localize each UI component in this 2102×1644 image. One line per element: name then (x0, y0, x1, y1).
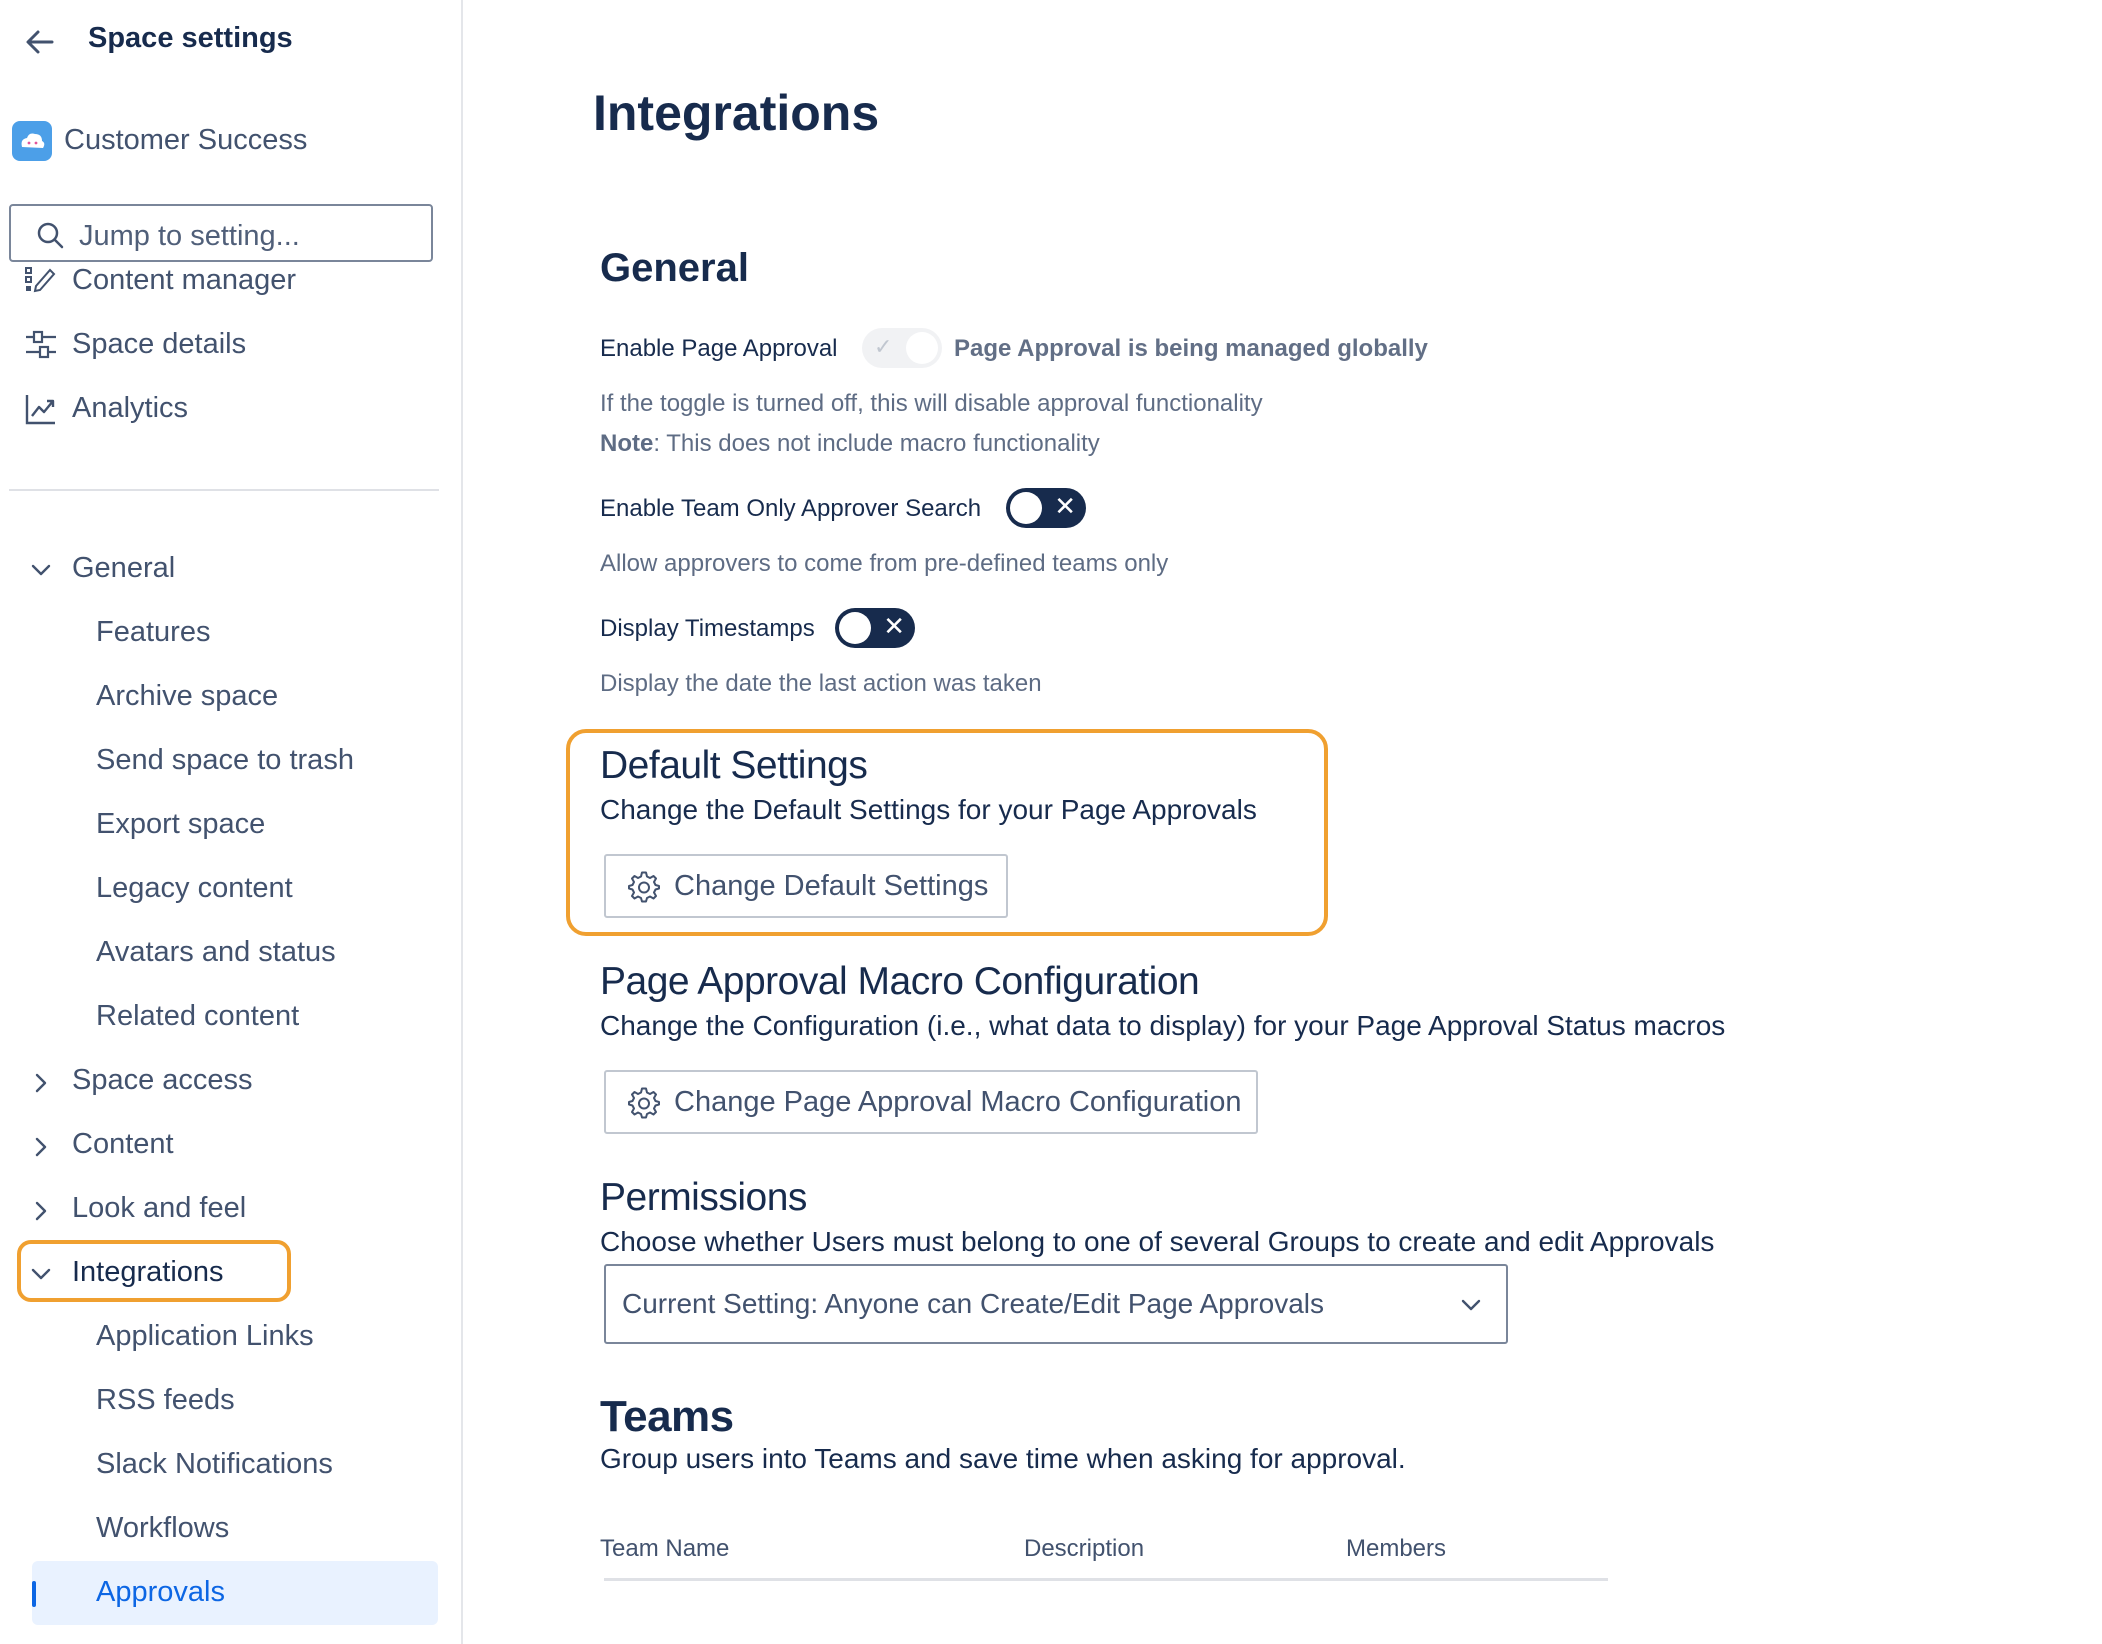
chevron-right-icon[interactable] (28, 1070, 54, 1096)
teams-heading: Teams (600, 1392, 734, 1441)
jump-to-setting-input[interactable] (9, 204, 433, 262)
page-approval-note: Note: This does not include macro functionality (600, 430, 1100, 457)
chevron-down-icon[interactable] (28, 1261, 54, 1287)
sidebar-item-approvals-selected[interactable] (32, 1561, 438, 1625)
sidebar-item-space-details[interactable]: Space details (72, 328, 247, 360)
page-title: Integrations (593, 85, 880, 141)
sliders-icon (24, 328, 58, 362)
close-icon: ✕ (1054, 492, 1076, 522)
sidebar-item-export-space[interactable]: Export space (96, 808, 266, 840)
close-icon: ✕ (883, 612, 905, 642)
sidebar-item-avatars-and-status[interactable]: Avatars and status (96, 936, 336, 968)
change-macro-config-button[interactable] (604, 1070, 1258, 1134)
default-settings-heading: Default Settings (600, 744, 868, 787)
sidebar-item-send-space-to-trash[interactable]: Send space to trash (96, 744, 354, 776)
sidebar-item-content[interactable]: Content (72, 1128, 174, 1160)
content-manager-icon (24, 264, 58, 298)
chevron-down-icon[interactable] (28, 557, 54, 583)
macro-config-description: Change the Configuration (i.e., what data to display) for your Page Approval Status macros (600, 1010, 1726, 1041)
check-icon: ✓ (874, 334, 893, 359)
sidebar-title: Space settings (88, 22, 293, 54)
managed-globally-note: Page Approval is being managed globally (954, 335, 1428, 362)
macro-config-heading: Page Approval Macro Configuration (600, 960, 1200, 1003)
sidebar-item-look-and-feel[interactable]: Look and feel (72, 1192, 247, 1224)
team-only-toggle[interactable] (1006, 488, 1086, 528)
gear-icon (628, 871, 660, 903)
main-content (463, 0, 2102, 1644)
select-value: Current Setting: Anyone can Create/Edit Page Approvals (622, 1288, 1324, 1319)
back-arrow-icon[interactable] (22, 24, 58, 60)
sidebar-item-features[interactable]: Features (96, 616, 211, 648)
timestamps-toggle[interactable] (835, 608, 915, 648)
permissions-select[interactable] (604, 1264, 1508, 1344)
selected-indicator (32, 1581, 36, 1607)
team-only-label: Enable Team Only Approver Search (600, 495, 982, 522)
sidebar (0, 0, 463, 1644)
table-header-rule (604, 1578, 1608, 1581)
sidebar-item-application-links[interactable]: Application Links (96, 1320, 314, 1352)
column-header-members[interactable]: Members (1346, 1535, 1447, 1562)
timestamps-label: Display Timestamps (600, 615, 815, 642)
chevron-right-icon[interactable] (28, 1198, 54, 1224)
timestamps-help: Display the date the last action was taken (600, 670, 1042, 697)
chevron-down-icon (1458, 1292, 1484, 1318)
change-default-settings-button[interactable] (604, 854, 1008, 918)
chevron-right-icon[interactable] (28, 1134, 54, 1160)
sidebar-item-approvals[interactable]: Approvals (96, 1576, 225, 1608)
sidebar-item-space-access[interactable]: Space access (72, 1064, 253, 1096)
space-avatar-icon (12, 121, 52, 161)
sidebar-item-workflows[interactable]: Workflows (96, 1512, 230, 1544)
sidebar-item-related-content[interactable]: Related content (96, 1000, 300, 1032)
column-header-team-name[interactable]: Team Name (600, 1535, 730, 1562)
chart-line-icon (24, 392, 58, 426)
sidebar-item-content-manager[interactable]: Content manager (72, 264, 297, 296)
sidebar-item-rss-feeds[interactable]: RSS feeds (96, 1384, 235, 1416)
permissions-description: Choose whether Users must belong to one of several Groups to create and edit Approvals (600, 1226, 1715, 1257)
gear-icon (628, 1087, 660, 1119)
button-label: Change Default Settings (674, 870, 989, 902)
team-only-help: Allow approvers to come from pre-defined teams only (600, 550, 1169, 577)
default-settings-description: Change the Default Settings for your Page Approvals (600, 794, 1257, 825)
sidebar-item-analytics[interactable]: Analytics (72, 392, 189, 424)
general-heading: General (600, 246, 749, 290)
sidebar-item-archive-space[interactable]: Archive space (96, 680, 279, 712)
search-icon (35, 220, 65, 250)
page-approval-label: Enable Page Approval (600, 335, 838, 362)
space-name[interactable]: Customer Success (64, 124, 308, 156)
sidebar-divider (9, 489, 439, 491)
sidebar-item-legacy-content[interactable]: Legacy content (96, 872, 293, 904)
search-placeholder: Jump to setting... (79, 220, 300, 252)
teams-description: Group users into Teams and save time when asking for approval. (600, 1443, 1406, 1474)
column-header-description[interactable]: Description (1024, 1535, 1145, 1562)
button-label: Change Page Approval Macro Configuration (674, 1086, 1242, 1118)
permissions-heading: Permissions (600, 1176, 807, 1219)
page-approval-help: If the toggle is turned off, this will disable approval functionality (600, 390, 1263, 417)
sidebar-item-slack-notifications[interactable]: Slack Notifications (96, 1448, 333, 1480)
sidebar-item-general[interactable]: General (72, 552, 176, 584)
page-approval-toggle (862, 328, 942, 368)
sidebar-item-integrations[interactable]: Integrations (72, 1256, 224, 1288)
